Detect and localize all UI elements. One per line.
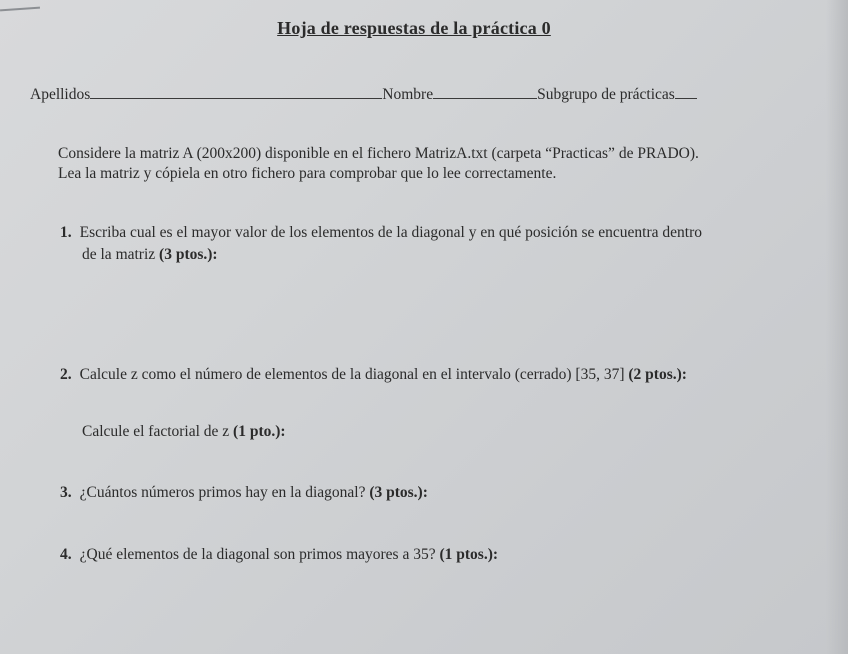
subgroup-blank[interactable] [675,86,697,99]
page-title: Hoja de respuestas de la práctica 0 [277,18,551,38]
question-2-sub-text: Calcule el factorial de z [82,423,230,440]
question-4-points: (1 ptos.): [439,546,499,563]
pen-mark [0,7,40,12]
question-3-text: ¿Cuántos números primos hay en la diagonal? [79,484,366,501]
question-2-sub-points: (1 pto.): [233,423,286,440]
name-label: Nombre [382,86,434,103]
question-3 [60,482,820,504]
question-3-number: 3. [60,484,72,501]
name-blank[interactable] [433,86,537,99]
question-4-text: ¿Qué elementos de la diagonal son primos mayores a 35? [79,546,436,563]
question-1-number: 1. [60,224,72,241]
intro-paragraph [58,144,818,184]
question-2-number: 2. [60,366,72,383]
intro-line-1: Considere la matriz A (200x200) disponible en el fichero MatrizA.txt (carpeta “Practicas” de PRADO). [58,145,699,162]
question-4 [60,544,820,566]
question-3-points: (3 ptos.): [369,484,428,501]
question-1-points: (3 ptos.): [159,246,218,263]
question-4-number: 4. [60,546,72,563]
question-1 [60,222,820,266]
student-fields [30,86,697,104]
question-1-text-line-1: Escriba cual es el mayor valor de los elementos de la diagonal y en qué posición se encuentra dentro [79,224,702,241]
question-2-text: Calcule z como el número de elementos de la diagonal en el intervalo (cerrado) [35, 37] [79,366,625,383]
intro-line-2: Lea la matriz y cópiela en otro fichero para comprobar que lo lee correctamente. [58,165,557,182]
surname-label: Apellidos [30,86,91,103]
page-edge-shadow [826,0,848,654]
subgroup-label: Subgrupo de prácticas [537,86,675,103]
question-2 [60,364,820,386]
question-2-points: (2 ptos.): [628,366,687,383]
question-1-text-line-2: de la matriz [82,246,156,263]
question-2-sub [82,421,782,443]
surname-blank[interactable] [90,86,382,99]
